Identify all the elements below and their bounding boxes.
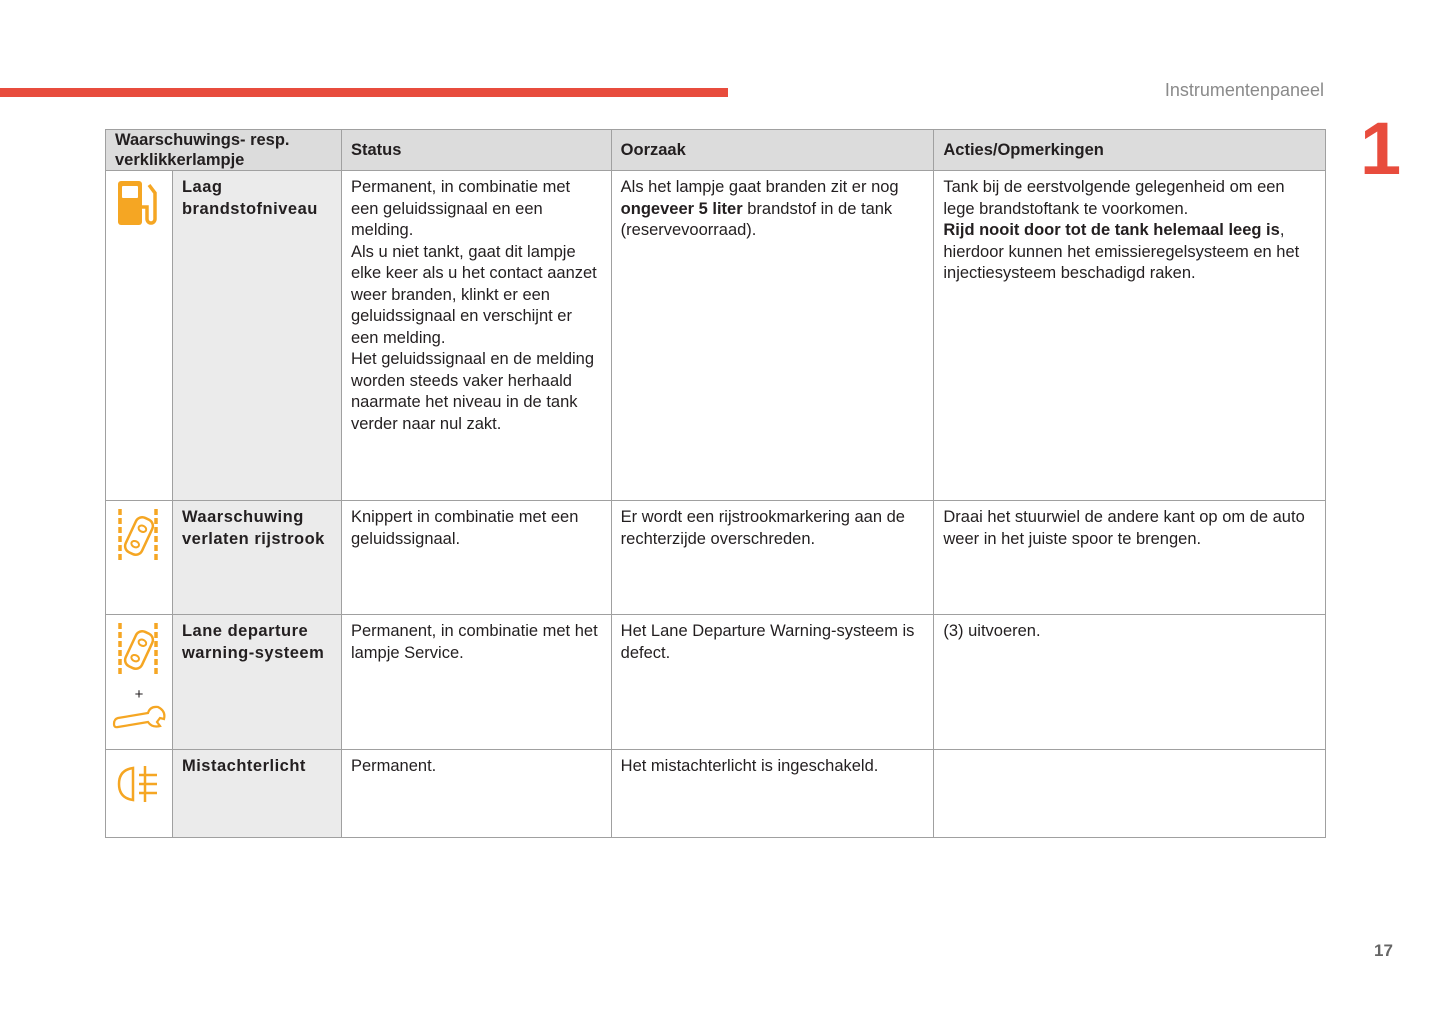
action-cell (934, 501, 1326, 615)
action-cell (934, 171, 1326, 501)
action-text: (3) uitvoeren. (943, 622, 1041, 640)
lamp-name: Laag brandstofniveau (172, 171, 341, 501)
cause-text: brandstof in de tank (reservevoorraad). (620, 199, 893, 239)
cause-text: Het mistachterlicht is ingeschakeld. (620, 757, 879, 775)
cause-text: Als het lampje gaat branden zit er nog (620, 178, 899, 196)
cause-text: Er wordt een rijstrookmarkering aan de rechterzijde overschreden. (620, 508, 905, 548)
page-number: 17 (1374, 941, 1393, 960)
cause-cell (611, 171, 934, 501)
action-cell (934, 750, 1326, 838)
status-text: Permanent, in combinatie met het lampje Service. (350, 622, 598, 662)
action-cell (934, 615, 1326, 750)
header-status: Status (341, 130, 611, 171)
status-text: Permanent, in combinatie met een geluidssignaal en een melding. Als u niet tankt, gaat dit lampje elke keer als u het contact aanzet weer branden, klinkt er een geluidssignaal en verschijnt er een melding. Het geluidssignaal en de melding worden steeds vaker herhaald naarmate het niveau in de tank verder naar nul zakt. (350, 178, 597, 433)
action-text: Tank bij de eerstvolgende gelegenheid om een lege brandstoftank te voorkomen. (943, 178, 1285, 218)
cause-cell (611, 501, 934, 615)
status-text: Knippert in combinatie met een geluidssignaal. (350, 508, 579, 548)
status-cell (341, 615, 611, 750)
status-cell (341, 501, 611, 615)
lamp-icon-cell (106, 750, 173, 838)
lamp-icon-cell (106, 171, 173, 501)
table-row (106, 750, 1326, 838)
lamp-name: Lane departure warning-systeem (172, 615, 341, 750)
lamp-name: Mistachterlicht (172, 750, 341, 838)
lamp-icon-cell (106, 501, 173, 615)
cause-cell (611, 615, 934, 750)
table-row (106, 615, 1326, 750)
warning-lights-table (105, 129, 1326, 838)
rear-fog-light-icon (117, 764, 161, 811)
lane-departure-icon (106, 621, 172, 686)
header-cause: Oorzaak (611, 130, 934, 171)
action-text: Draai het stuurwiel de andere kant op om de auto weer in het juiste spoor te brengen. (943, 508, 1305, 548)
plus-sign: + (134, 685, 144, 703)
table-header-row (106, 130, 1326, 171)
lamp-name: Waarschuwing verlaten rijstrook (172, 501, 341, 615)
chapter-number: 1 (1360, 107, 1402, 190)
lamp-icon-cell (106, 615, 173, 750)
action-text: , hierdoor kunnen het emissieregelsysteem en het injectiesysteem beschadigd raken. (943, 221, 1300, 282)
wrench-service-icon (106, 704, 172, 737)
table-row (106, 171, 1326, 501)
cause-cell (611, 750, 934, 838)
status-cell (341, 750, 611, 838)
table-row (106, 501, 1326, 615)
cause-text: ongeveer 5 liter (620, 199, 743, 218)
fuel-pump-icon (115, 215, 163, 233)
status-text: Permanent. (350, 757, 437, 775)
action-text: Rijd nooit door tot de tank helemaal leeg is (943, 221, 1280, 239)
header-action: Acties/Opmerkingen (934, 130, 1326, 171)
lane-departure-icon (116, 551, 162, 569)
chapter-color-bar (0, 88, 728, 97)
status-cell (341, 171, 611, 501)
header-lamp: Waarschuwings- resp. verklikkerlampje (106, 130, 342, 171)
cause-text: Het Lane Departure Warning-systeem is defect. (620, 622, 915, 662)
section-title: Instrumentenpaneel (1164, 80, 1324, 100)
